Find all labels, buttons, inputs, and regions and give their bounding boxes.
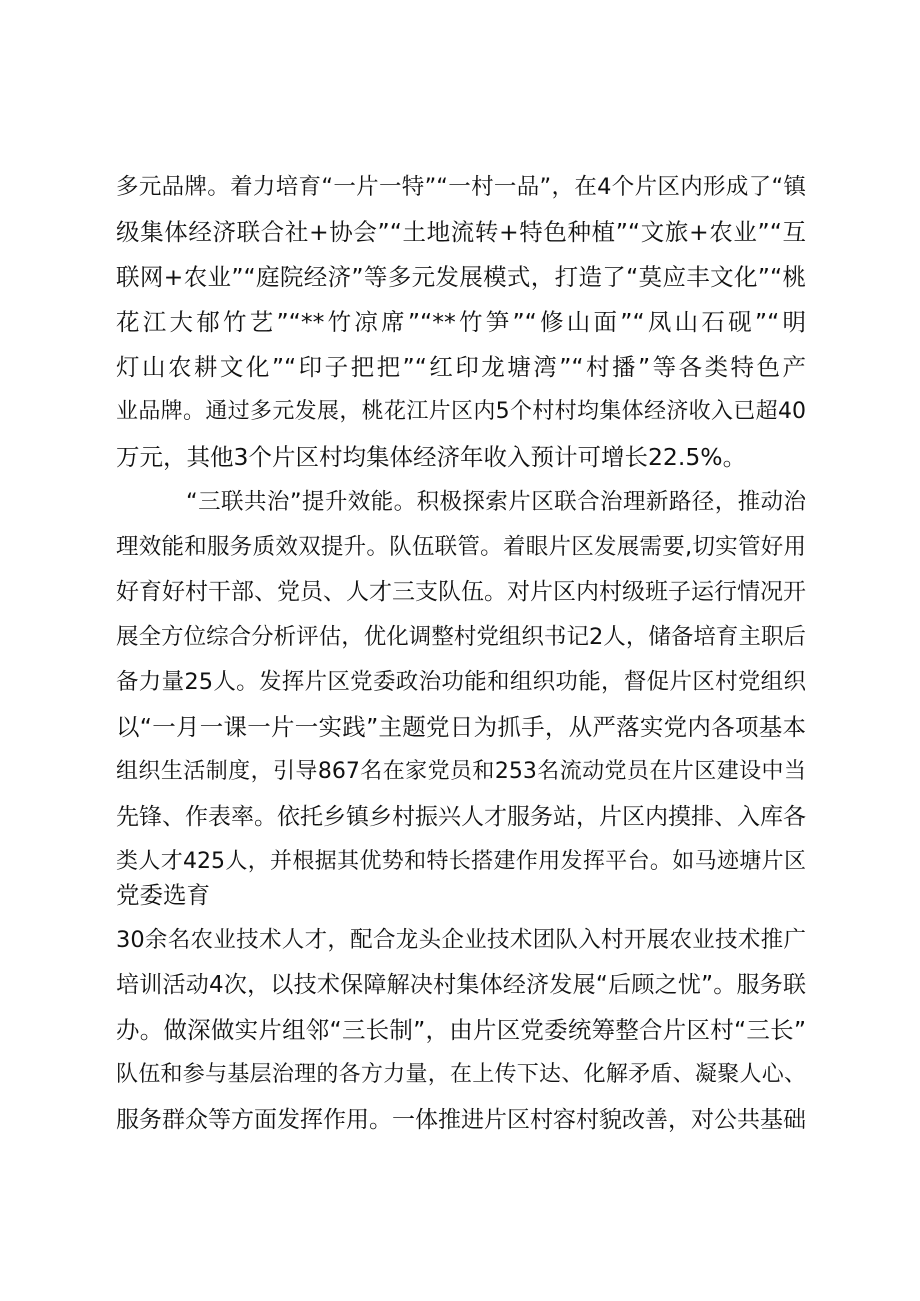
p2-line-1: “三联共治”提升效能。积极探索片区联合治理新路径，推动治 [186,489,806,515]
p2-line-5: 备力量25人。发挥片区党委政治功能和组织功能，督促片区村党组织 [116,669,806,695]
p3-line-2: 培训活动4次，以技术保障解决村集体经济发展“后顾之忧”。服务联 [116,972,806,998]
p3-line-1: 30余名农业技术人才，配合龙头企业技术团队入村开展农业技术推广 [116,927,806,953]
p2-line-6: 以“一月一课一片一实践”主题党日为抓手，从严落实党内各项基本 [116,713,806,741]
p2-line-7: 组织生活制度，引导867名在家党员和253名流动党员在片区建设中当 [116,759,806,784]
p2-line-3: 好育好村干部、党员、人才三支队伍。对片区内村级班子运行情况开 [116,579,806,605]
p3-line-5: 服务群众等方面发挥作用。一体推进片区村容村貌改善，对公共基础 [116,1107,806,1133]
p1-line-7: 万元，其他3个片区村均集体经济年收入预计可增长22.5%。 [116,443,747,471]
p2-line-9: 类人才425人，并根据其优势和特长搭建作用发挥平台。如马迹塘片区 [116,849,806,874]
p2-line-2: 理效能和服务质效双提升。队伍联管。着眼片区发展需要,切实管好用 [116,534,806,560]
p1-line-3: 联网+农业”“庭院经济”等多元发展模式，打造了“莫应丰文化”“桃 [116,263,806,291]
p2-line-4: 展全方位综合分析评估，优化调整村党组织书记2人，储备培育主职后 [116,624,806,650]
p1-line-6: 业品牌。通过多元发展，桃花江片区内5个村村均集体经济收入已超40 [116,399,806,424]
p3-line-4: 队伍和参与基层治理的各方力量，在上传下达、化解矛盾、凝聚人心、 [116,1062,806,1087]
p1-line-4: 花江大郁竹艺”“**竹凉席”“**竹笋”“修山面”“凤山石砚”“明 [116,308,806,336]
p1-line-2: 级集体经济联合社+协会”“土地流转+特色种植”“文旅+农业”“互 [116,218,806,246]
p1-line-5: 灯山农耕文化”“印子把把”“红印龙塘湾”“村播”等各类特色产 [116,353,806,381]
p3-line-3: 办。做深做实片组邻“三长制”，由片区党委统筹整合片区村“三长” [116,1016,806,1044]
p2-line-10: 党委选育 [116,881,210,909]
p2-line-8: 先锋、作表率。依托乡镇乡村振兴人才服务站，片区内摸排、入库各 [116,804,806,830]
p1-line-1: 多元品牌。着力培育“一片一特”“一村一品”，在4个片区内形成了“镇 [116,174,806,200]
